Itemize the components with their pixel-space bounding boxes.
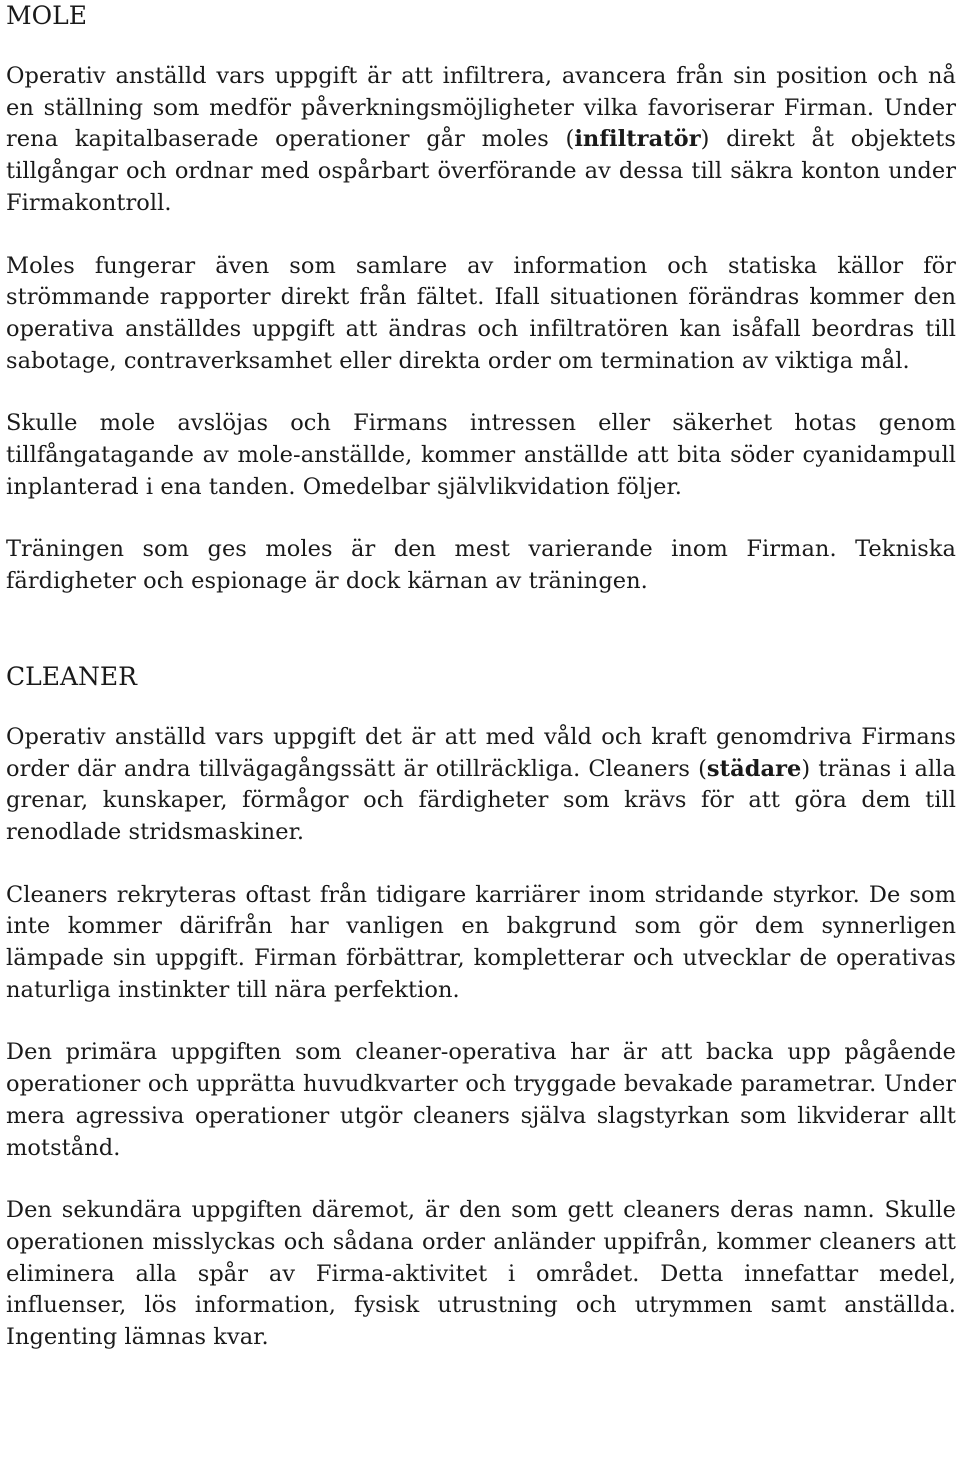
paragraph-text: ) tränas i alla grenar, kunskaper, förmågor och färdigheter som krävs för att göra dem till renodlade stridsmaskiner. xyxy=(6,755,956,845)
bold-term: städare xyxy=(706,755,802,782)
paragraph xyxy=(6,722,956,849)
section-mole xyxy=(6,0,956,598)
paragraph xyxy=(6,61,956,220)
paragraph-text: Operativ anställd vars uppgift är att infiltrera, avancera från sin position och nå en ställning som medför påverkningsmöjligheter vilka favoriserar Firman. Under rena kapitalbaserade operationer går moles ( xyxy=(6,63,956,153)
document-page xyxy=(6,0,956,1354)
section-cleaner xyxy=(6,661,956,1354)
paragraph: Cleaners rekryteras oftast från tidigare karriärer inom stridande styrkor. De som inte kommer därifrån har vanligen en bakgrund som gör dem synnerligen lämpade sin uppgift. Firman förbättrar, kompletterar och utvecklar de operativas naturliga instinkter till nära perfektion. xyxy=(6,881,956,1003)
paragraph: Skulle mole avslöjas och Firmans intressen eller säkerhet hotas genom tillfångatagande av mole-anställde, kommer anställde att bita söder cyanidampull inplanterad i ena tanden. Omedelbar självlikvidation följer. xyxy=(6,410,956,500)
paragraph: Den primära uppgiften som cleaner-operativa har är att backa upp pågående operationer och upprätta huvudkvarter och tryggade bevakade parametrar. Under mera agressiva operationer utgör cleaners själva slagstyrkan som likviderar allt motstånd. xyxy=(6,1039,956,1161)
paragraph: Moles fungerar även som samlare av information och statiska källor för strömmande rapporter direkt från fältet. Ifall situationen förändras kommer den operativa anställdes uppgift att ändras och infiltratören kan isåfall beordras till sabotage, contraverksamhet eller direkta order om termination av viktiga mål. xyxy=(6,252,956,374)
paragraph: Den sekundära uppgiften däremot, är den som gett cleaners deras namn. Skulle operationen misslyckas och sådana order anländer uppifrån, kommer cleaners att eliminera alla spår av Firma-aktivitet i området. Detta innefattar medel, influenser, lös information, fysisk utrustning och utrymmen samt anställda. Ingenting lämnas kvar. xyxy=(6,1197,956,1351)
paragraph-text: ) direkt åt objektets tillgångar och ordnar med ospårbart överförande av dessa till säkra konton under Firmakontroll. xyxy=(6,126,956,216)
paragraph-text: Operativ anställd vars uppgift det är att med våld och kraft genomdriva Firmans order där andra tillvägagångssätt är otillräckliga. Cleaners ( xyxy=(6,723,956,782)
section-heading: MOLE xyxy=(6,1,87,30)
bold-term: infiltratör xyxy=(574,126,701,153)
section-heading: CLEANER xyxy=(6,661,137,691)
paragraph: Träningen som ges moles är den mest varierande inom Firman. Tekniska färdigheter och espionage är dock kärnan av träningen. xyxy=(6,536,956,595)
